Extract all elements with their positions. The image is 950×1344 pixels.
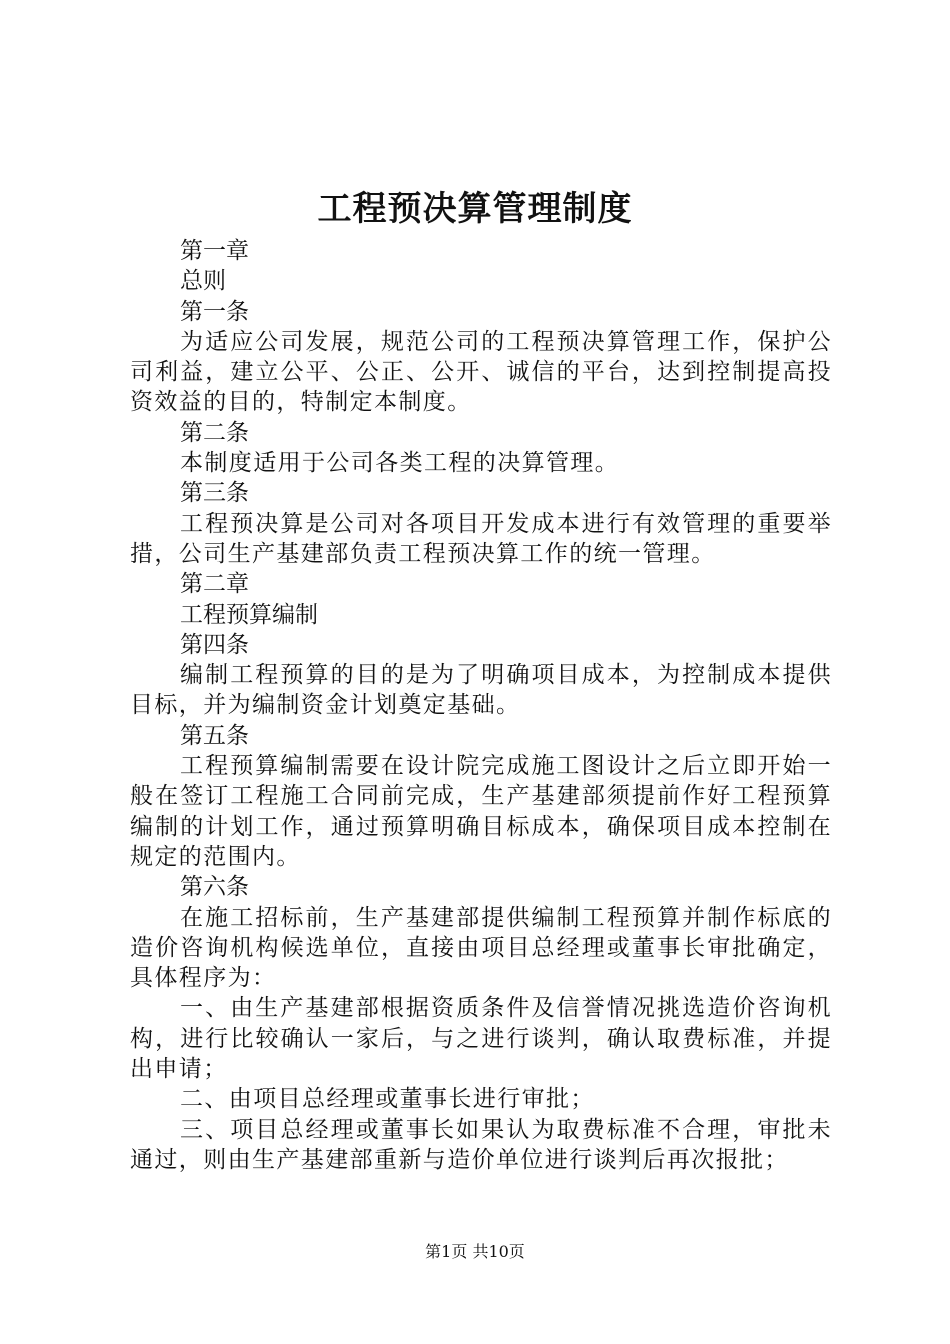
chapter-heading: 第二章 <box>180 571 249 598</box>
article-heading: 第三条 <box>180 480 249 507</box>
article-heading: 第六条 <box>180 874 249 901</box>
article-paragraph: 为适应公司发展，规范公司的工程预决算管理工作，保护公司利益，建立公平、公正、公开、诚信的平台，达到控制提高投资效益的目的，特制定本制度。 <box>130 328 832 416</box>
page-footer: 第1页 共10页 <box>425 1242 525 1261</box>
chapter-heading: 第一章 <box>180 238 249 264</box>
article-heading: 第五条 <box>180 722 249 749</box>
article-paragraph: 工程预算编制需要在设计院完成施工图设计之后立即开始一般在签订工程施工合同前完成，生产基建部须提前作好工程预算编制的计划工作，通过预算明确目标成本，确保项目成本控制在规定的范围内。 <box>130 753 832 870</box>
chapter-title: 工程预算编制 <box>180 601 318 628</box>
article-heading: 第四条 <box>180 631 249 658</box>
article-heading: 第一条 <box>180 298 249 325</box>
document-body <box>130 236 832 1175</box>
article-paragraph: 本制度适用于公司各类工程的决算管理。 <box>180 450 620 477</box>
article-heading: 第二条 <box>180 419 249 446</box>
article-paragraph: 编制工程预算的目的是为了明确项目成本，为控制成本提供目标，并为编制资金计划奠定基础。 <box>130 662 832 719</box>
procedure-step: 二、由项目总经理或董事长进行审批； <box>180 1086 595 1113</box>
document-title: 工程预决算管理制度 <box>317 189 633 229</box>
article-paragraph: 工程预决算是公司对各项目开发成本进行有效管理的重要举措，公司生产基建部负责工程预决算工作的统一管理。 <box>130 510 832 567</box>
article-paragraph: 在施工招标前，生产基建部提供编制工程预算并制作标底的造价咨询机构候选单位，直接由项目总经理或董事长审批确定，具体程序为： <box>130 904 832 992</box>
chapter-title: 总则 <box>180 268 226 295</box>
procedure-step: 一、由生产基建部根据资质条件及信誉情况挑选造价咨询机构，进行比较确认一家后，与之进行谈判，确认取费标准，并提出申请； <box>130 995 832 1083</box>
procedure-step: 三、项目总经理或董事长如果认为取费标准不合理，审批未通过，则由生产基建部重新与造价单位进行谈判后再次报批； <box>130 1116 832 1173</box>
